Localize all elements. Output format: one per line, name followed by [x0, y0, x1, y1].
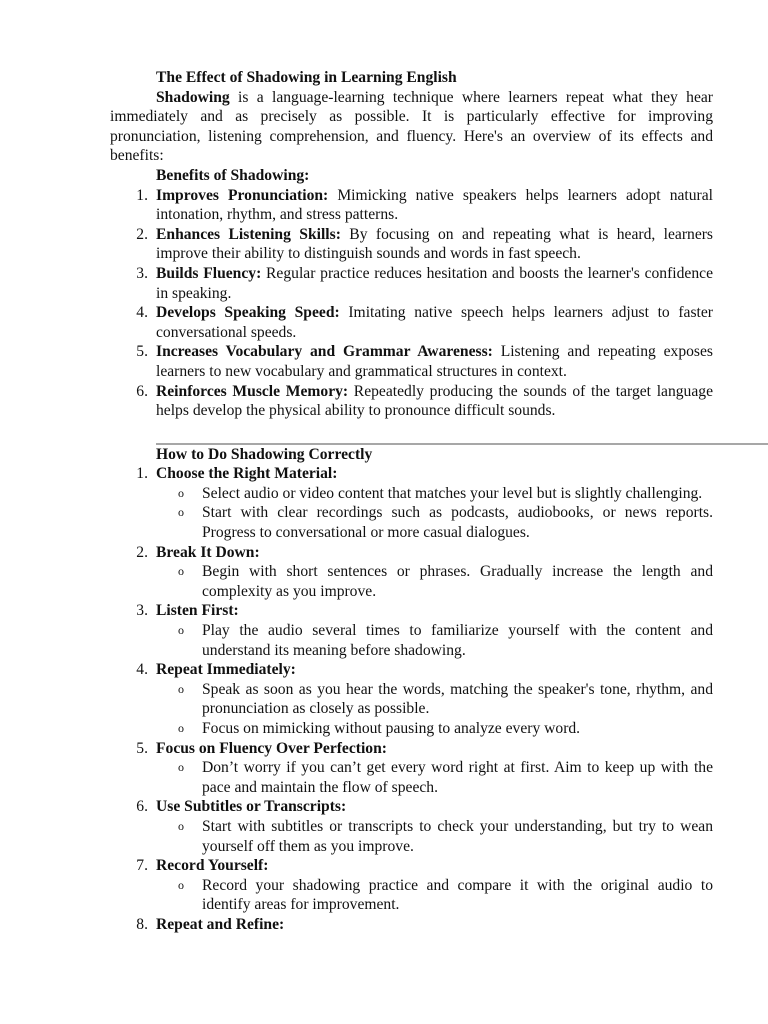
sub-item	[156, 484, 713, 504]
list-number: 3.	[136, 602, 148, 620]
benefit-heading: Builds Fluency:	[156, 264, 262, 282]
step-item	[110, 543, 713, 602]
sub-item	[156, 503, 713, 542]
benefit-item	[110, 186, 713, 225]
sub-item-text: Don’t worry if you can’t get every word right at first. Aim to keep up with the pace and maintain the flow of speech.	[202, 759, 713, 796]
step-heading: Choose the Right Material:	[156, 465, 338, 483]
sub-item-text: Record your shadowing practice and compare it with the original audio to identify areas for improvement.	[202, 876, 713, 914]
sub-item-text: Start with clear recordings such as podcasts, audiobooks, or news reports. Progress to conversational or more casual dialogues.	[202, 504, 713, 542]
list-number: 3.	[136, 264, 148, 282]
list-number: 5.	[136, 739, 148, 757]
list-number: 4.	[136, 304, 148, 322]
list-number: 1.	[136, 186, 148, 204]
benefit-heading: Increases Vocabulary and Grammar Awareness:	[156, 343, 493, 361]
sub-item	[156, 680, 713, 719]
sub-item-text: Play the audio several times to familiarize yourself with the content and understand its meaning before shadowing.	[202, 622, 713, 659]
benefit-text: Imitating native speech helps learners adjust to faster conversational speeds.	[156, 304, 713, 341]
sub-item	[156, 621, 713, 660]
step-sublist	[156, 484, 713, 543]
circle-bullet-icon: o	[178, 505, 184, 520]
benefit-item	[110, 303, 713, 342]
step-sublist	[156, 758, 713, 797]
step-item	[110, 601, 713, 660]
step-heading: Repeat and Refine:	[156, 915, 285, 933]
benefit-heading: Develops Speaking Speed:	[156, 304, 340, 322]
circle-bullet-icon: o	[178, 681, 184, 696]
step-heading: Repeat Immediately:	[156, 661, 296, 679]
list-number: 4.	[136, 661, 148, 679]
step-item	[110, 856, 713, 915]
circle-bullet-icon: o	[178, 818, 184, 833]
circle-bullet-icon: o	[178, 623, 184, 638]
step-heading: Use Subtitles or Transcripts:	[156, 798, 347, 816]
circle-bullet-icon: o	[178, 721, 184, 735]
step-item	[110, 797, 713, 856]
step-item	[110, 915, 713, 935]
benefit-text: Repeatedly producing the sounds of the target language helps develop the physical ability to pronounce difficult sounds.	[156, 382, 713, 420]
sub-item	[156, 817, 713, 856]
howto-heading: How to Do Shadowing Correctly	[156, 445, 373, 463]
benefit-item	[110, 264, 713, 303]
document-page	[110, 68, 713, 935]
step-item	[110, 739, 713, 798]
benefit-text: Regular practice reduces hesitation and boosts the learner's confidence in speaking.	[156, 264, 713, 302]
benefit-heading: Improves Pronunciation:	[156, 186, 329, 204]
list-number: 7.	[136, 857, 148, 875]
page-title: The Effect of Shadowing in Learning English	[156, 69, 457, 86]
circle-bullet-icon: o	[178, 760, 184, 775]
sub-item	[156, 719, 713, 739]
sub-item-text: Select audio or video content that matches your level but is slightly challenging.	[202, 484, 703, 502]
list-number: 5.	[136, 343, 148, 361]
step-heading: Listen First:	[156, 602, 239, 620]
list-number: 8.	[136, 915, 148, 933]
benefits-heading: Benefits of Shadowing:	[156, 166, 310, 184]
circle-bullet-icon: o	[178, 485, 184, 500]
list-number: 1.	[136, 465, 148, 483]
list-number: 6.	[136, 382, 148, 400]
steps-list	[110, 464, 713, 934]
step-heading: Break It Down:	[156, 543, 260, 561]
step-sublist	[156, 680, 713, 739]
benefit-item	[110, 342, 713, 381]
benefit-heading: Reinforces Muscle Memory:	[156, 382, 349, 400]
list-number: 6.	[136, 798, 148, 816]
step-item	[110, 464, 713, 542]
circle-bullet-icon: o	[178, 564, 184, 579]
benefit-item	[110, 382, 713, 421]
step-sublist	[156, 621, 713, 660]
step-sublist	[156, 817, 713, 856]
sub-item	[156, 758, 713, 797]
sub-item-text: Focus on mimicking without pausing to analyze every word.	[202, 720, 581, 737]
benefit-heading: Enhances Listening Skills:	[156, 225, 341, 243]
list-number: 2.	[136, 543, 148, 561]
step-item	[110, 660, 713, 738]
sub-item-text: Speak as soon as you hear the words, matching the speaker's tone, rhythm, and pronunciation as closely as possible.	[202, 680, 713, 718]
benefit-item	[110, 225, 713, 264]
intro-paragraph	[110, 88, 713, 166]
sub-item-text: Begin with short sentences or phrases. Gradually increase the length and complexity as you improve.	[202, 563, 713, 600]
step-sublist	[156, 562, 713, 601]
sub-item	[156, 562, 713, 601]
step-heading: Record Yourself:	[156, 857, 269, 875]
benefit-text: Mimicking native speakers helps learners adopt natural intonation, rhythm, and stress patterns.	[156, 186, 713, 224]
circle-bullet-icon: o	[178, 877, 184, 892]
intro-lead: Shadowing	[156, 88, 230, 106]
step-sublist	[156, 876, 713, 915]
benefit-text: By focusing on and repeating what is heard, learners improve their ability to distinguish sounds and words in fast speech.	[156, 225, 713, 263]
benefit-text: Listening and repeating exposes learners to new vocabulary and grammatical structures in context.	[156, 343, 713, 380]
sub-item-text: Start with subtitles or transcripts to check your understanding, but try to wean yourself off them as you improve.	[202, 817, 713, 855]
intro-text: is a language-learning technique where learners repeat what they hear immediately and as precisely as possible. It is particularly effective for improving pronunciation, listening comprehension, and fluency. Here's an overview of its effects and benefits:	[110, 88, 713, 165]
sub-item	[156, 876, 713, 915]
benefits-list	[110, 186, 713, 421]
list-number: 2.	[136, 225, 148, 243]
step-heading: Focus on Fluency Over Perfection:	[156, 739, 387, 757]
